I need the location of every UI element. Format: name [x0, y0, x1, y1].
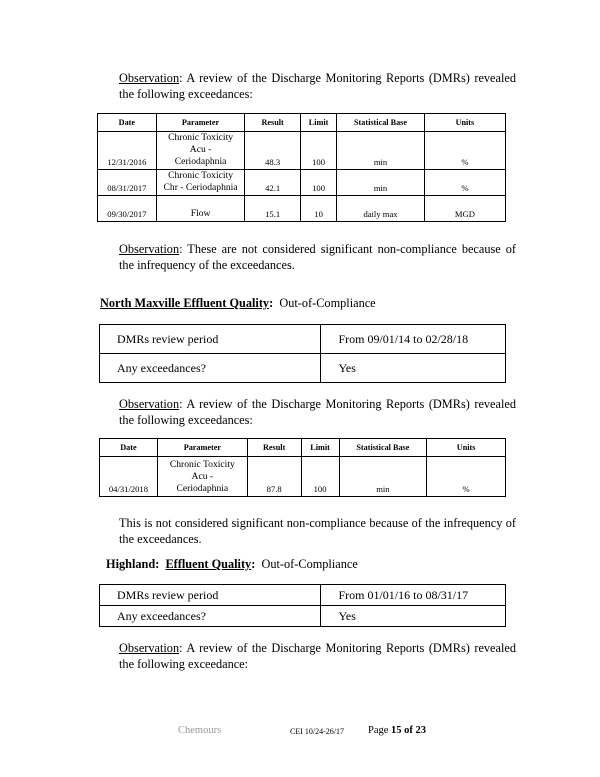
review-row — [100, 354, 506, 383]
table-row — [98, 170, 506, 196]
cell-units: % — [427, 457, 506, 497]
review-value: From 01/01/16 to 08/31/17 — [321, 585, 506, 606]
review-table-2 — [99, 584, 506, 627]
review-row — [100, 606, 506, 627]
observation-text: : A review of the Discharge Monitoring Reports (DMRs) revealed the following exceedance: — [119, 641, 516, 671]
header-result: Result — [247, 439, 301, 457]
cell-limit: 100 — [300, 170, 336, 196]
param-line: Chronic Toxicity — [169, 459, 235, 470]
observation-label: Observation — [119, 71, 180, 85]
observation-label: Observation — [119, 641, 180, 655]
header-statistical-base: Statistical Base — [339, 439, 427, 457]
cell-units: % — [424, 132, 505, 170]
cell-result: 42.1 — [245, 170, 301, 196]
observation-paragraph-1 — [119, 70, 516, 102]
table-header-row — [100, 439, 506, 457]
param-line: Acu - — [191, 471, 214, 482]
cell-parameter — [157, 457, 247, 497]
cell-date: 04/31/2018 — [100, 457, 158, 497]
paragraph-text: This is not considered significant non-compliance because of the infrequency of the exceedances. — [119, 516, 516, 546]
header-date: Date — [100, 439, 158, 457]
header-limit: Limit — [301, 439, 339, 457]
review-value: From 09/01/14 to 02/28/18 — [321, 325, 506, 354]
heading-name: Highland: — [106, 557, 160, 571]
review-label: Any exceedances? — [100, 354, 321, 383]
cell-units: % — [424, 170, 505, 196]
cell-statistical-base: min — [337, 170, 425, 196]
cell-result: 15.1 — [245, 196, 301, 222]
param-line: Ceriodaphnia — [174, 156, 227, 167]
cell-date: 09/30/2017 — [98, 196, 157, 222]
review-row — [100, 325, 506, 354]
north-maxville-heading — [100, 296, 376, 311]
review-table-1 — [99, 324, 506, 383]
header-units: Units — [424, 114, 505, 132]
param-line: Chronic Toxicity — [168, 132, 234, 143]
cell-result: 48.3 — [245, 132, 301, 170]
heading-colon: : — [269, 296, 274, 310]
table-row — [100, 457, 506, 497]
heading-title: North Maxville Effluent Quality — [100, 296, 270, 310]
param-line: Chronic Toxicity — [168, 170, 234, 181]
observation-text: : A review of the Discharge Monitoring Reports (DMRs) revealed the following exceedances: — [119, 71, 516, 101]
cell-parameter — [156, 196, 245, 222]
exceedance-table-2 — [99, 438, 506, 497]
cell-result: 87.8 — [247, 457, 301, 497]
header-limit: Limit — [300, 114, 336, 132]
page-current: 15 — [391, 725, 402, 736]
table-row — [98, 132, 506, 170]
param-line: Acu - — [189, 144, 212, 155]
review-value: Yes — [321, 606, 506, 627]
review-value: Yes — [321, 354, 506, 383]
heading-colon: : — [251, 557, 256, 571]
param-line: Ceriodaphnia — [176, 483, 229, 494]
cell-statistical-base: min — [339, 457, 427, 497]
header-units: Units — [427, 439, 506, 457]
review-row — [100, 585, 506, 606]
header-parameter: Parameter — [156, 114, 245, 132]
header-parameter: Parameter — [157, 439, 247, 457]
observation-text: : A review of the Discharge Monitoring Reports (DMRs) revealed the following exceedances: — [119, 397, 516, 427]
observation-label: Observation — [119, 242, 180, 256]
header-statistical-base: Statistical Base — [337, 114, 425, 132]
page-prefix: Page — [368, 725, 392, 736]
header-date: Date — [98, 114, 157, 132]
cell-parameter — [156, 170, 245, 196]
cell-limit: 10 — [300, 196, 336, 222]
observation-label: Observation — [119, 397, 180, 411]
page-mid: of — [401, 725, 416, 736]
review-label: DMRs review period — [100, 325, 321, 354]
cell-date: 12/31/2016 — [98, 132, 157, 170]
noncompliance-paragraph — [119, 515, 516, 547]
heading-title: Effluent Quality — [165, 557, 252, 571]
exceedance-table-1 — [97, 113, 506, 222]
review-label: Any exceedances? — [100, 606, 321, 627]
header-result: Result — [245, 114, 301, 132]
cell-parameter — [156, 132, 245, 170]
cell-date: 08/31/2017 — [98, 170, 157, 196]
param-line: Flow — [190, 208, 211, 219]
compliance-status: Out-of-Compliance — [279, 296, 376, 310]
cell-statistical-base: daily max — [337, 196, 425, 222]
footer-reference: CEI 10/24-26/17 — [290, 727, 344, 736]
cell-limit: 100 — [301, 457, 339, 497]
observation-paragraph-3 — [119, 396, 516, 428]
observation-text: : These are not considered significant non-compliance because of the infrequency of the exceedances. — [119, 242, 516, 272]
footer-company: Chemours — [178, 725, 222, 736]
cell-statistical-base: min — [337, 132, 425, 170]
table-header-row — [98, 114, 506, 132]
observation-paragraph-4 — [119, 640, 516, 672]
page-total: 23 — [415, 725, 427, 736]
table-row — [98, 196, 506, 222]
observation-paragraph-2 — [119, 241, 516, 273]
footer-page-number — [368, 725, 426, 736]
cell-units: MGD — [424, 196, 505, 222]
review-label: DMRs review period — [100, 585, 321, 606]
highland-heading — [106, 557, 358, 572]
compliance-status: Out-of-Compliance — [261, 557, 358, 571]
param-line: Chr - Ceriodaphnia — [163, 182, 238, 193]
cell-limit: 100 — [300, 132, 336, 170]
